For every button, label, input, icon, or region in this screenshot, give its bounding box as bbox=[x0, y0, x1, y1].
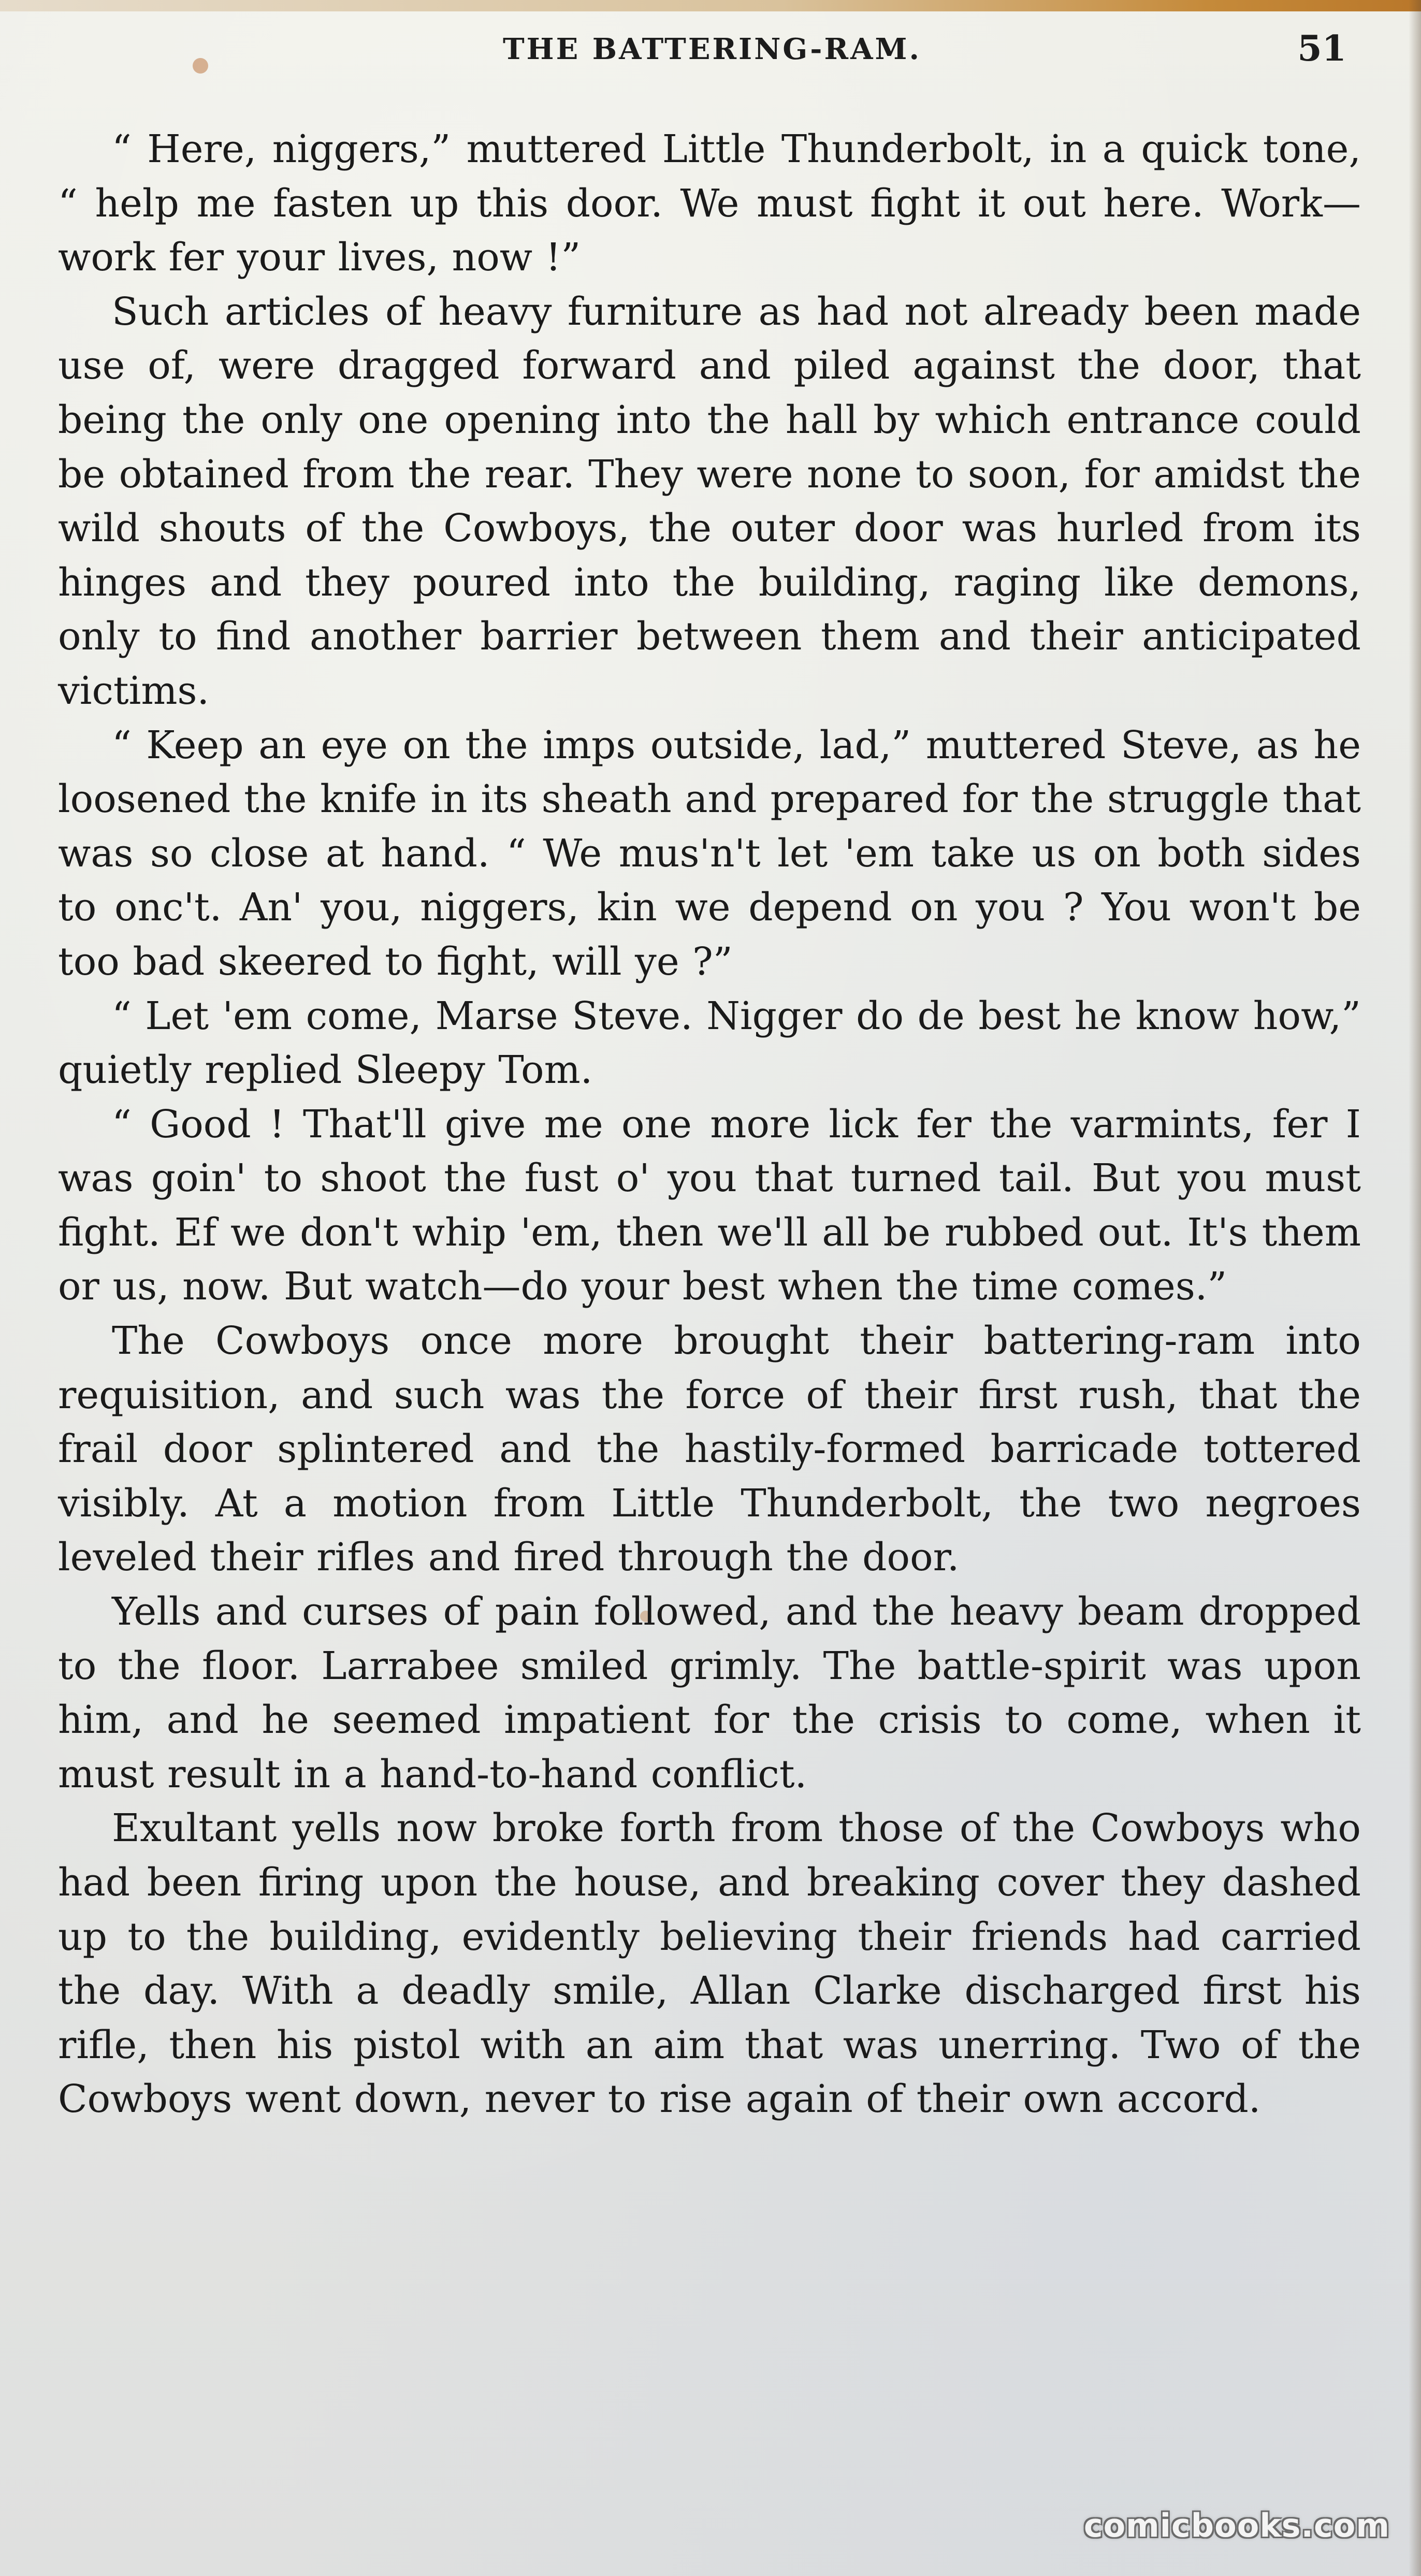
page-right-edge bbox=[1409, 0, 1421, 2576]
running-head: THE BATTERING-RAM. bbox=[502, 32, 921, 66]
body-text bbox=[58, 122, 1361, 2126]
paragraph: Such articles of heavy furniture as had not already been made use of, were dragged forward and piled against the door, that being the only one opening into the hall by which entrance could be obtained from the rear. They were none to soon, for amidst the wild shouts of the Cowboys, the outer door was hurled from its hinges and they poured into the building, raging like demons, only to find another barrier between them and their anticipated victims. bbox=[58, 289, 1361, 713]
paragraph: “ Let 'em come, Marse Steve. Nigger do de best he know how,” quietly replied Sleepy Tom. bbox=[58, 993, 1361, 1093]
paragraph: The Cowboys once more brought their battering-ram into requisition, and such was the force of their first rush, that the frail door splintered and the hastily-formed barricade tottered visibly. At a motion from Little Thunderbolt, the two negroes leveled their rifles and fired through the door. bbox=[58, 1319, 1361, 1580]
paragraph: “ Good ! That'll give me one more lick fer the varmints, fer I was goin' to shoot the fust o' you that turned tail. But you must fight. Ef we don't whip 'em, then we'll all be rubbed out. It's them or us, now. But watch—do your best when the time comes.” bbox=[58, 1102, 1361, 1309]
page-header bbox=[57, 24, 1367, 70]
page-number: 51 bbox=[1297, 28, 1346, 69]
watermark: comicbooks.com bbox=[1083, 2507, 1390, 2544]
page-top-edge bbox=[0, 0, 1421, 11]
paragraph: Exultant yells now broke forth from those of the Cowboys who had been firing upon the house, and breaking cover they dashed up to the building, evidently believing their friends had carried the day. With a deadly smile, Allan Clarke discharged first his rifle, then his pistol with an aim that was unerring. Two of the Cowboys went down, never to rise again of their own accord. bbox=[58, 1806, 1361, 2122]
paragraph: “ Here, niggers,” muttered Little Thunderbolt, in a quick tone, “ help me fasten up this door. We must fight it out here. Work—work fer your lives, now !” bbox=[58, 127, 1361, 280]
paragraph: Yells and curses of pain followed, and the heavy beam dropped to the floor. Larrabee smiled grimly. The battle-spirit was upon him, and he seemed impatient for the crisis to come, when it must result in a hand-to-hand conflict. bbox=[58, 1589, 1361, 1797]
paragraph: “ Keep an eye on the imps outside, lad,” muttered Steve, as he loosened the knife in its sheath and prepared for the struggle that was so close at hand. “ We mus'n't let 'em take us on both sides to onc't. An' you, niggers, kin we depend on you ? You won't be too bad skeered to fight, will ye ?” bbox=[58, 722, 1361, 984]
